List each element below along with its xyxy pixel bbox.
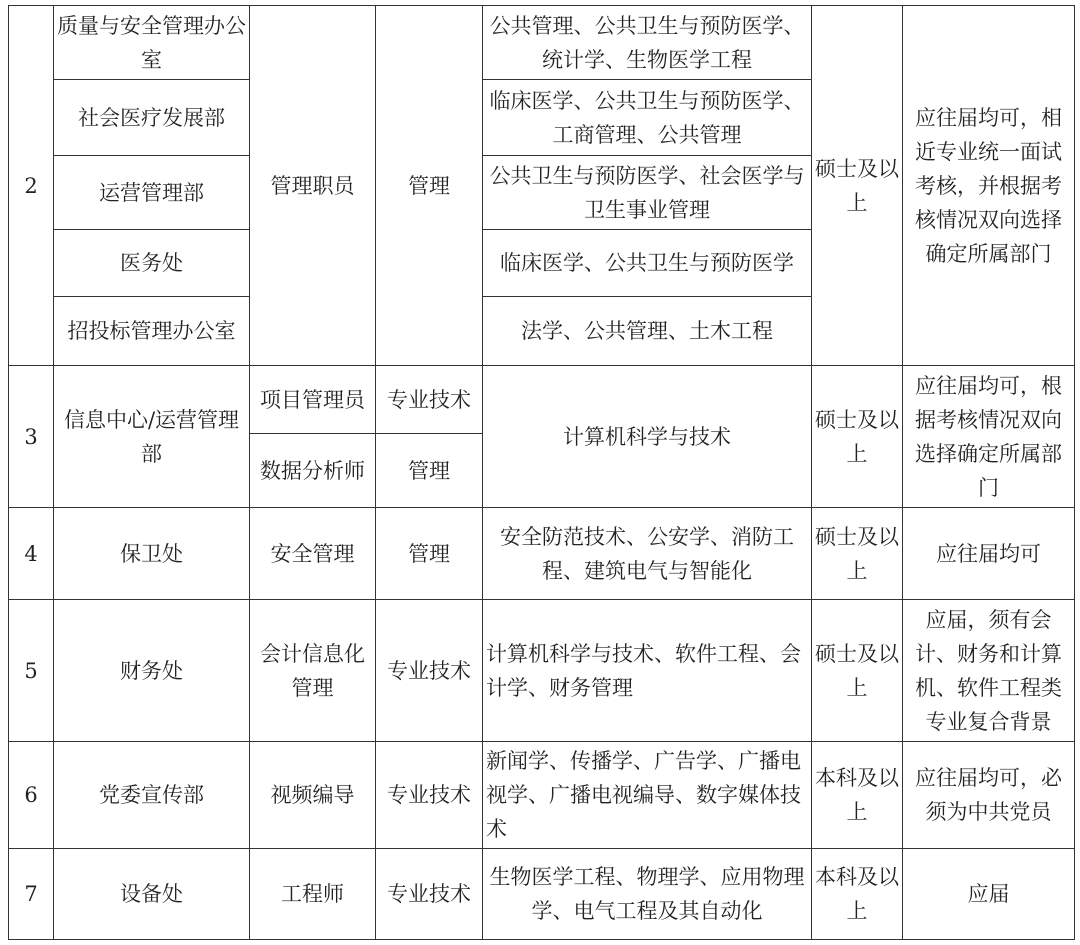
table-row: [9, 849, 1075, 940]
note-cell: 应往届均可，必须为中共党员: [903, 742, 1075, 849]
dept-cell: 招投标管理办公室: [54, 297, 250, 366]
major-cell: 公共管理、公共卫生与预防医学、统计学、生物医学工程: [483, 6, 812, 80]
major-cell: 安全防范技术、公安学、消防工程、建筑电气与智能化: [483, 508, 812, 600]
table-row: [9, 366, 1075, 434]
position-cell: 工程师: [250, 849, 376, 940]
dept-cell: 设备处: [54, 849, 250, 940]
edu-cell: 硕士及以上: [812, 600, 903, 742]
position-cell: 管理职员: [250, 6, 376, 366]
dept-cell: 党委宣传部: [54, 742, 250, 849]
position-cell: 安全管理: [250, 508, 376, 600]
seq-cell: 2: [9, 6, 54, 366]
edu-cell: 硕士及以上: [812, 366, 903, 508]
seq-cell: 3: [9, 366, 54, 508]
type-cell: 专业技术: [376, 366, 483, 434]
type-cell: 专业技术: [376, 849, 483, 940]
edu-cell: 硕士及以上: [812, 508, 903, 600]
major-cell: 临床医学、公共卫生与预防医学: [483, 230, 812, 297]
seq-cell: 6: [9, 742, 54, 849]
type-cell: 管理: [376, 6, 483, 366]
position-cell: 会计信息化管理: [250, 600, 376, 742]
note-cell: 应届: [903, 849, 1075, 940]
major-cell: 法学、公共管理、土木工程: [483, 297, 812, 366]
note-cell: 应届，须有会计、财务和计算机、软件工程类专业复合背景: [903, 600, 1075, 742]
type-cell: 管理: [376, 508, 483, 600]
table-row: [9, 508, 1075, 600]
edu-cell: 本科及以上: [812, 849, 903, 940]
table-row: [9, 600, 1075, 742]
dept-cell: 社会医疗发展部: [54, 80, 250, 156]
major-cell: 生物医学工程、物理学、应用物理学、电气工程及其自动化: [483, 849, 812, 940]
major-cell: 计算机科学与技术: [483, 366, 812, 508]
recruitment-table: [8, 5, 1075, 940]
type-cell: 专业技术: [376, 600, 483, 742]
dept-cell: 运营管理部: [54, 156, 250, 230]
major-cell: 计算机科学与技术、软件工程、会计学、财务管理: [483, 600, 812, 742]
position-cell: 项目管理员: [250, 366, 376, 434]
note-cell: 应往届均可，根据考核情况双向选择确定所属部门: [903, 366, 1075, 508]
edu-cell: 硕士及以上: [812, 6, 903, 366]
dept-cell: 质量与安全管理办公室: [54, 6, 250, 80]
type-cell: 专业技术: [376, 742, 483, 849]
dept-cell: 医务处: [54, 230, 250, 297]
edu-cell: 本科及以上: [812, 742, 903, 849]
position-cell: 数据分析师: [250, 434, 376, 508]
dept-cell: 财务处: [54, 600, 250, 742]
table-row: [9, 6, 1075, 80]
major-cell: 公共卫生与预防医学、社会医学与卫生事业管理: [483, 156, 812, 230]
seq-cell: 4: [9, 508, 54, 600]
seq-cell: 7: [9, 849, 54, 940]
dept-cell: 信息中心/运营管理部: [54, 366, 250, 508]
seq-cell: 5: [9, 600, 54, 742]
note-cell: 应往届均可，相近专业统一面试考核，并根据考核情况双向选择确定所属部门: [903, 6, 1075, 366]
major-cell: 临床医学、公共卫生与预防医学、工商管理、公共管理: [483, 80, 812, 156]
type-cell: 管理: [376, 434, 483, 508]
table-row: [9, 742, 1075, 849]
major-cell: 新闻学、传播学、广告学、广播电视学、广播电视编导、数字媒体技术: [483, 742, 812, 849]
dept-cell: 保卫处: [54, 508, 250, 600]
note-cell: 应往届均可: [903, 508, 1075, 600]
position-cell: 视频编导: [250, 742, 376, 849]
